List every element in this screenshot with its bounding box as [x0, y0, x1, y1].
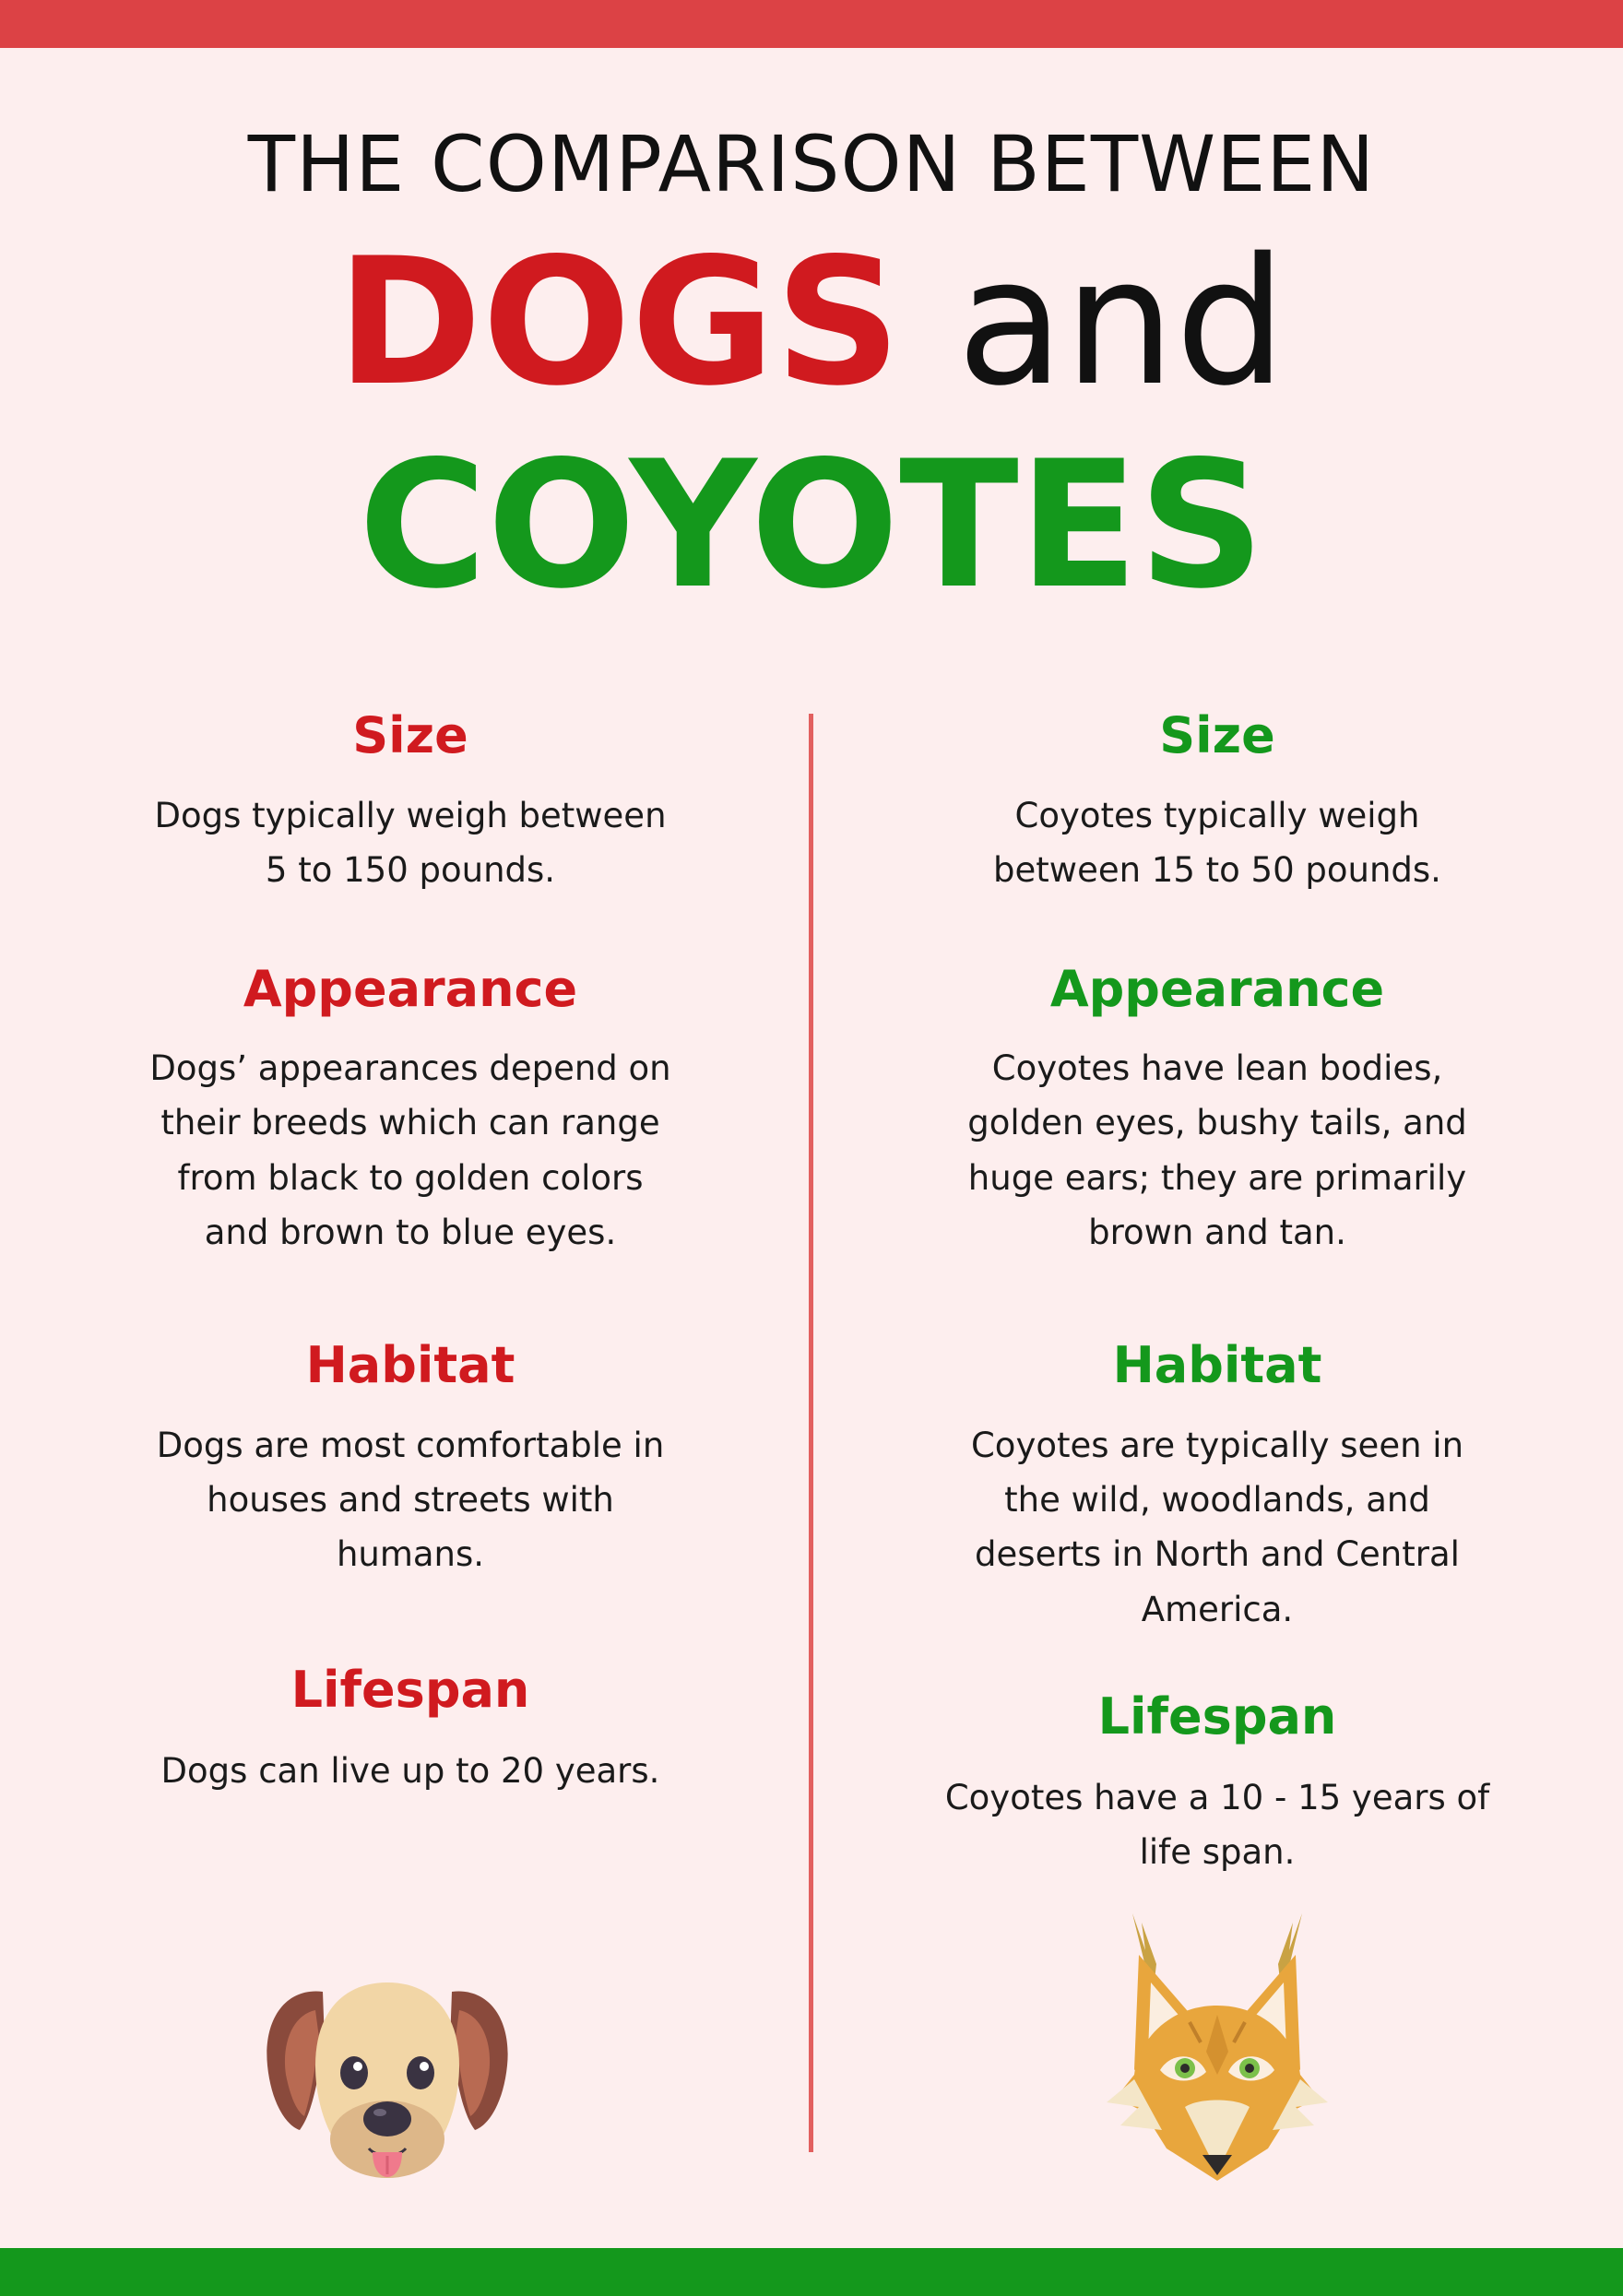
coyotes-appearance-line-4: brown and tan. — [1088, 1213, 1346, 1252]
heading-dogs-word: DOGS — [337, 220, 902, 424]
coyotes-size-line-2: between 15 to 50 pounds. — [993, 850, 1441, 890]
coyotes-habitat-line-1: Coyotes are typically seen in — [970, 1426, 1464, 1465]
dogs-habitat-line-2: houses and streets with — [207, 1480, 614, 1520]
coyotes-lifespan-title: Lifespan — [1097, 1687, 1337, 1746]
dogs-lifespan-title: Lifespan — [290, 1661, 530, 1719]
dogs-appearance-title: Appearance — [243, 960, 578, 1018]
heading-coyotes-word: COYOTES — [358, 423, 1265, 627]
dogs-appearance-line-2: their breeds which can range — [160, 1103, 660, 1142]
dogs-habitat-title: Habitat — [305, 1336, 515, 1394]
coyotes-habitat-line-2: the wild, woodlands, and — [1004, 1480, 1430, 1520]
coyotes-lifespan-line-1: Coyotes have a 10 - 15 years of — [944, 1778, 1490, 1817]
coyotes-appearance-line-1: Coyotes have lean bodies, — [991, 1048, 1443, 1088]
dogs-appearance-line-1: Dogs’ appearances depend on — [149, 1048, 671, 1088]
dogs-habitat-line-1: Dogs are most comfortable in — [156, 1426, 665, 1465]
top-accent-bar — [0, 0, 1623, 48]
coyotes-appearance-title: Appearance — [1049, 960, 1385, 1018]
dog-face-icon — [258, 1964, 516, 2204]
dogs-appearance-line-4: and brown to blue eyes. — [204, 1213, 617, 1252]
coyotes-size-title: Size — [1159, 706, 1275, 764]
coyotes-lifespan-line-2: life span. — [1139, 1832, 1296, 1872]
bottom-accent-bar — [0, 2248, 1623, 2296]
coyotes-habitat-line-4: America. — [1141, 1590, 1294, 1629]
dogs-habitat-line-3: humans. — [336, 1534, 485, 1574]
heading-and-word: and — [956, 220, 1286, 424]
heading-title-line — [0, 220, 1623, 424]
dogs-lifespan-line-1: Dogs can live up to 20 years. — [160, 1751, 660, 1791]
column-divider — [809, 714, 813, 2152]
dogs-size-line-2: 5 to 150 pounds. — [265, 850, 556, 890]
coyotes-appearance-line-2: golden eyes, bushy tails, and — [967, 1103, 1467, 1142]
dogs-size-line-1: Dogs typically weigh between — [154, 796, 667, 835]
heading-subtitle: THE COMPARISON BETWEEN — [247, 119, 1376, 209]
coyotes-habitat-title: Habitat — [1112, 1336, 1322, 1394]
coyote-face-icon — [1097, 1913, 1337, 2190]
coyotes-size-line-1: Coyotes typically weigh — [1014, 796, 1420, 835]
dogs-size-title: Size — [352, 706, 468, 764]
coyotes-appearance-line-3: huge ears; they are primarily — [967, 1158, 1467, 1198]
coyotes-habitat-line-3: deserts in North and Central — [975, 1534, 1460, 1574]
dogs-appearance-line-3: from black to golden colors — [177, 1158, 644, 1198]
